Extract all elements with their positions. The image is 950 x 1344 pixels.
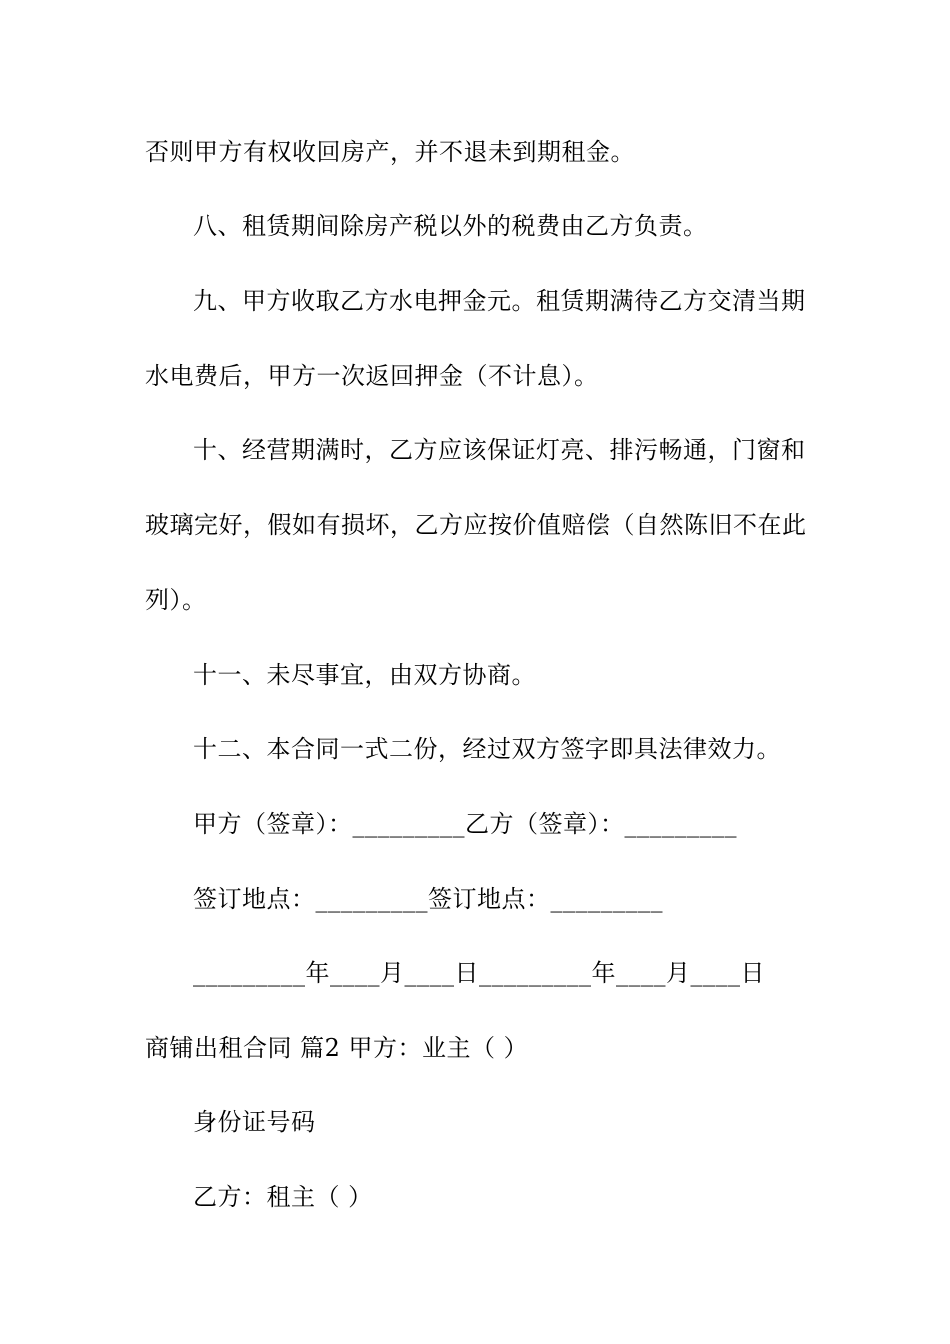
paragraph-line: 水电费后，甲方一次返回押金（不计息）。	[145, 362, 599, 390]
party-b-label: 乙方：租主（ ）	[193, 1183, 373, 1211]
paragraph-line: 玻璃完好，假如有损坏，乙方应按价值赔偿（自然陈旧不在此	[145, 511, 807, 539]
section-heading: 商铺出租合同 篇2 甲方：业主（ ）	[145, 1034, 529, 1062]
paragraph-line: 否则甲方有权收回房产，并不退未到期租金。	[145, 138, 635, 166]
date-line: _________年____月____日_________年____月____日	[193, 959, 765, 987]
clause-11: 十一、未尽事宜，由双方协商。	[193, 661, 536, 689]
signature-line: 甲方（签章）：_________乙方（签章）：_________	[193, 810, 737, 838]
clause-10: 十、经营期满时，乙方应该保证灯亮、排污畅通，门窗和	[193, 436, 806, 464]
paragraph-line: 列）。	[145, 586, 207, 614]
id-number-label: 身份证号码	[193, 1108, 316, 1136]
clause-12: 十二、本合同一式二份，经过双方签字即具法律效力。	[193, 735, 781, 763]
clause-9: 九、甲方收取乙方水电押金元。租赁期满待乙方交清当期	[193, 287, 806, 315]
signing-place-line: 签订地点：_________签订地点：_________	[193, 885, 663, 913]
clause-8: 八、租赁期间除房产税以外的税费由乙方负责。	[193, 212, 708, 240]
